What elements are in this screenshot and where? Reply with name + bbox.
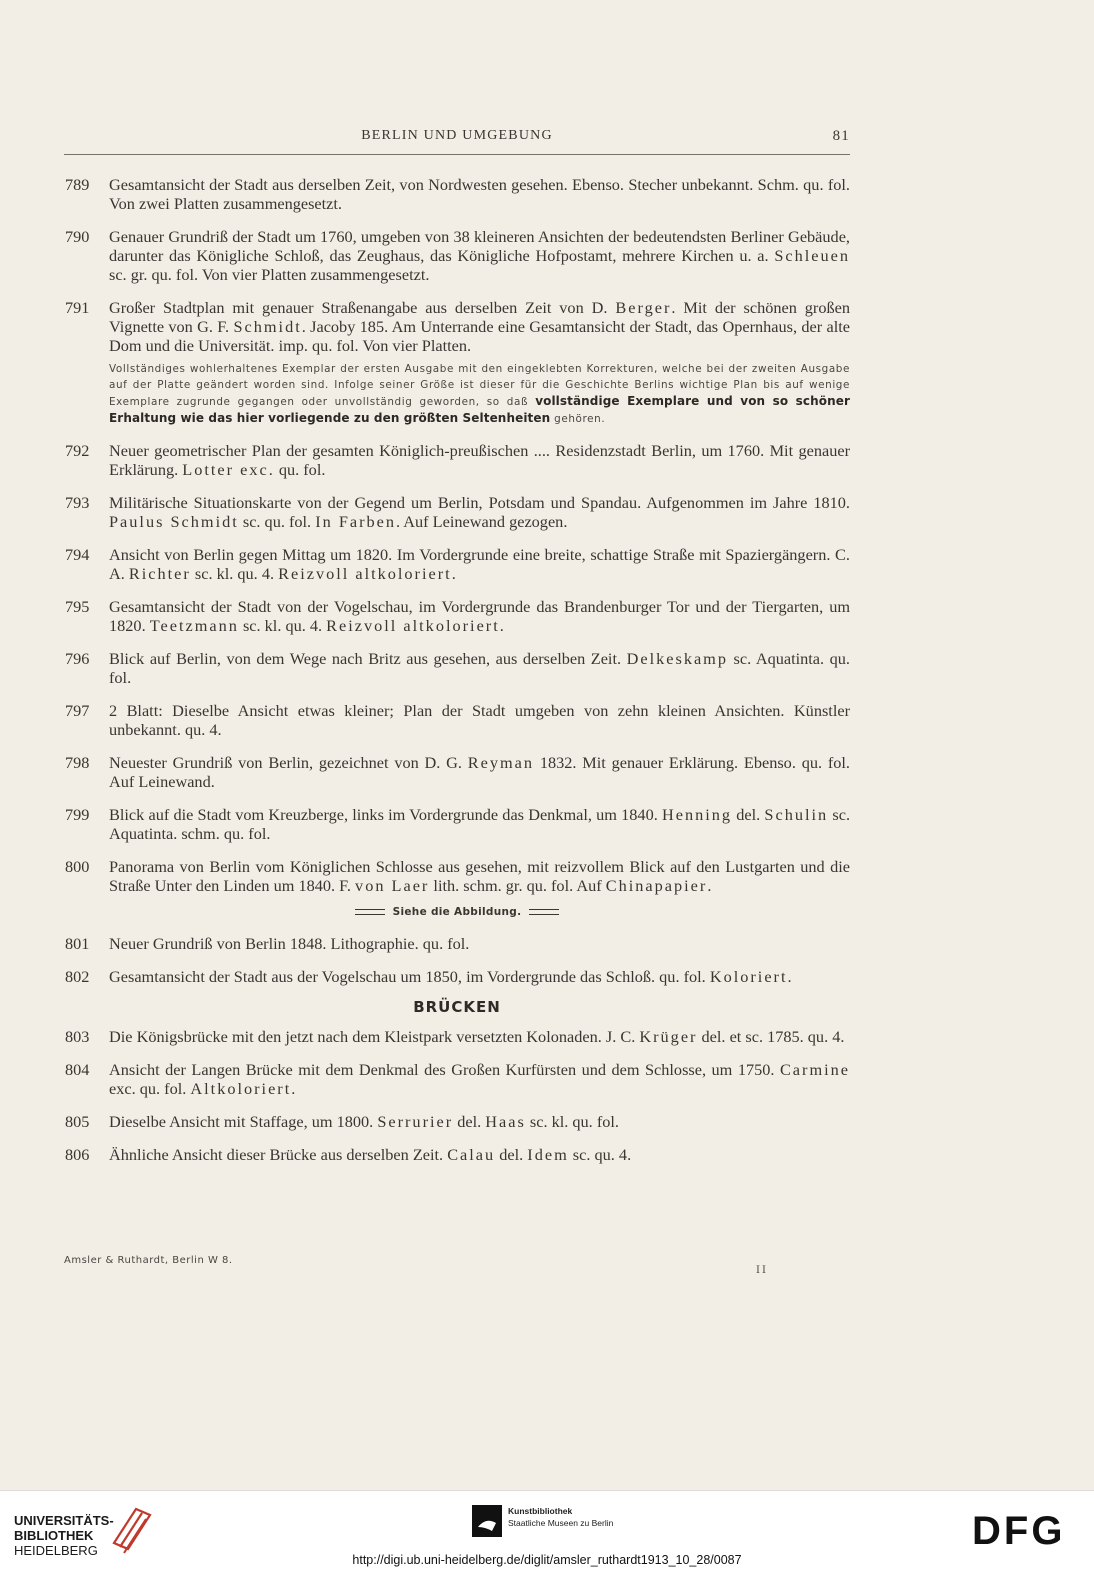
entry-text-part: Gesamtansicht der Stadt aus der Vogelschau um 1850, im Vordergrunde das Schloß. qu. fol. [109, 967, 710, 986]
entry-number: 796 [65, 649, 90, 668]
entry-text [109, 175, 850, 213]
entry-number: 789 [65, 175, 90, 194]
entry-artist-spaced: Schmidt [233, 317, 302, 336]
entry-text [109, 857, 850, 895]
entry-text [109, 227, 850, 284]
entry-artist-spaced: Idem [527, 1145, 569, 1164]
entry-artist-spaced: Chinapapier [605, 876, 708, 895]
permalink-url[interactable]: http://digi.ub.uni-heidelberg.de/diglit/amsler_ruthardt1913_10_28/0087 [352, 1553, 742, 1567]
entry-text-part: sc. gr. qu. fol. Von vier Platten zusammengesetzt. [109, 265, 430, 284]
entry-text-part: Militärische Situationskarte von der Gegend um Berlin, Potsdam und Spandau. Aufgenommen im Jahre 1810. [109, 493, 850, 512]
entry-artist-spaced: Koloriert [709, 967, 788, 986]
entry-text [109, 298, 850, 355]
entry-text-part: del. [495, 1145, 528, 1164]
entry-text-part: lith. schm. gr. qu. fol. Auf [429, 876, 606, 895]
catalog-entry [64, 701, 850, 739]
catalog-entry [64, 857, 850, 895]
entry-text-part: . [499, 616, 504, 635]
entry-text-part: . Mit der schönen großen Vignette von G. F. [109, 298, 850, 336]
entry-artist-spaced: Lotter exc. [182, 460, 275, 479]
entry-text [109, 441, 850, 479]
catalog-entry [64, 934, 850, 953]
entry-text-part: Dieselbe Ansicht mit Staffage, um 1800. [109, 1112, 378, 1131]
entry-artist-spaced: Paulus Schmidt [109, 512, 239, 531]
entry-artist-spaced: Berger [615, 298, 672, 317]
catalog-entry [64, 545, 850, 583]
entry-artist-spaced: Teetzmann [149, 616, 239, 635]
see-figure-notice [64, 903, 850, 922]
header-rule [64, 154, 850, 155]
catalog-entry [64, 1145, 850, 1164]
entry-number: 805 [65, 1112, 90, 1131]
see-figure-text: Siehe die Abbildung. [392, 906, 522, 918]
entry-artist-spaced: Krüger [639, 1027, 698, 1046]
entry-number: 804 [65, 1060, 90, 1079]
entry-text [109, 545, 850, 583]
entry-number: 803 [65, 1027, 90, 1046]
entry-text-part: Ähnliche Ansicht dieser Brücke aus derselben Zeit. [109, 1145, 448, 1164]
catalog-entry [64, 175, 850, 213]
kunstbibliothek-logo-icon [472, 1505, 502, 1537]
entry-text-part: Panorama von Berlin vom Königlichen Schlosse aus gesehen, mit reizvollem Blick auf den Lustgarten und die Straße Unter den Linden um 1840. F. [109, 857, 850, 895]
library-line-1: UNIVERSITÄTS- [14, 1513, 114, 1528]
entry-text-part: sc. Aquatinta. schm. qu. fol. [109, 805, 851, 843]
entry-artist-spaced: Richter [128, 564, 191, 583]
note-tail: gehören. [550, 413, 606, 425]
section-heading: BRÜCKEN [413, 998, 501, 1016]
entry-text-part: . [787, 967, 792, 986]
note-emphasis: vollständige Exemplare und von so schöner Erhaltung wie das hier vorliegende zu den größten Seltenheiten [109, 394, 850, 425]
entry-number: 792 [65, 441, 90, 460]
entry-text-part: . [451, 564, 456, 583]
entry-artist-spaced: Serrurier [377, 1112, 454, 1131]
entry-text [109, 1112, 850, 1131]
ornament-bar [529, 909, 559, 915]
catalog-entry [64, 1060, 850, 1098]
catalog-entry [64, 493, 850, 531]
entry-number: 802 [65, 967, 90, 986]
entry-text-part: Großer Stadtplan mit genauer Straßenangabe aus derselben Zeit von D. [109, 298, 616, 317]
catalog-entry [64, 298, 850, 427]
entry-artist-spaced: Delkeskamp [626, 649, 728, 668]
note-text: Vollständiges wohlerhaltenes Exemplar der ersten Ausgabe mit den eingeklebten Korrekturen, welche bei der zweiten Ausgabe auf der Platte geändert worden sind. Infolge seiner Größe ist dieser für die Geschichte Berlins wichtige Plan bis auf wenige Exemplare zugrunde gegangen oder unvollständig geworden, so daß [109, 363, 850, 408]
entry-artist-spaced: Schulin [764, 805, 829, 824]
entry-text [109, 649, 850, 687]
dfg-logo: DFG [972, 1509, 1066, 1553]
entry-text-part: sc. qu. 4. [568, 1145, 632, 1164]
entry-text-part: Die Königsbrücke mit den jetzt nach dem Kleistpark versetzten Kolonaden. J. C. [109, 1027, 640, 1046]
entry-text-part: qu. fol. [274, 460, 326, 479]
signature-mark: II [756, 1265, 768, 1276]
entry-text-part: Blick auf die Stadt vom Kreuzberge, links im Vordergrunde das Denkmal, um 1840. [109, 805, 662, 824]
catalog-entry [64, 227, 850, 284]
entry-text-part: . Auf Leinewand gezogen. [396, 512, 568, 531]
catalog-entry [64, 1112, 850, 1131]
entry-text [109, 1145, 850, 1164]
entry-text-part: sc. qu. fol. [238, 512, 316, 531]
entry-artist-spaced: Reizvoll altkoloriert [278, 564, 452, 583]
entry-text-part: sc. kl. qu. fol. [525, 1112, 619, 1131]
entry-text-part: Neuester Grundriß von Berlin, gezeichnet von D. G. [109, 753, 468, 772]
entry-text-part: 2 Blatt: Dieselbe Ansicht etwas kleiner; Plan der Stadt umgeben von zehn kleinen Ansichten. Künstler unbekannt. qu. 4. [109, 701, 850, 739]
entry-text-part: del. [453, 1112, 486, 1131]
entry-text-part: del. et sc. 1785. qu. 4. [697, 1027, 845, 1046]
entry-number: 797 [65, 701, 90, 720]
entry-artist-spaced: Calau [447, 1145, 496, 1164]
catalog-entry [64, 649, 850, 687]
entry-text-part: . Jacoby 185. Am Unterrande eine Gesamtansicht der Stadt, das Opernhaus, der alte Dom und die Universität. imp. qu. fol. Von vier Platten. [109, 317, 851, 355]
entry-text-part: Genauer Grundriß der Stadt um 1760, umgeben von 38 kleineren Ansichten der bedeutendsten Berliner Gebäude, darunter das Königliche Schloß, das Zeughaus, das Königliche Hofpostamt, mehrere Kirchen u. a. [109, 227, 850, 265]
entry-number: 794 [65, 545, 90, 564]
library-line-2: BIBLIOTHEK [14, 1528, 94, 1543]
catalog-entry [64, 441, 850, 479]
ub-heidelberg-logo-icon [110, 1503, 154, 1559]
entry-text-part: . [707, 876, 712, 895]
entry-text [109, 1027, 850, 1046]
running-header [64, 128, 850, 150]
catalog-entry [64, 805, 850, 843]
entry-text-part: 1832. Mit genauer Erklärung. Ebenso. qu. fol. Auf Leinewand. [109, 753, 850, 791]
entry-artist-spaced: von Laer [355, 876, 430, 895]
entry-text-part: exc. qu. fol. [109, 1079, 191, 1098]
entry-artist-spaced: Henning [661, 805, 733, 824]
entry-artist-spaced: Schleuen [774, 246, 850, 265]
entry-number: 798 [65, 753, 90, 772]
catalog-entry [64, 753, 850, 791]
entry-artist-spaced: Altkoloriert [190, 1079, 292, 1098]
publisher-imprint: Amsler & Ruthardt, Berlin W 8. [64, 1255, 233, 1266]
entry-text [109, 493, 850, 531]
entry-number: 800 [65, 857, 90, 876]
viewer-footer [0, 1490, 1094, 1571]
entry-artist-spaced: Carmine [779, 1060, 850, 1079]
kb-line-2: Staatliche Museen zu Berlin [508, 1518, 614, 1528]
entry-artist-spaced: In Farben [315, 512, 397, 531]
entry-text [109, 967, 850, 986]
entry-text [109, 1060, 850, 1098]
entry-number: 801 [65, 934, 90, 953]
entry-number: 795 [65, 597, 90, 616]
entry-number: 791 [65, 298, 90, 317]
catalog-entry [64, 1027, 850, 1046]
entry-text-part: Neuer Grundriß von Berlin 1848. Lithographie. qu. fol. [109, 934, 470, 953]
entry-artist-spaced: Reyman [467, 753, 535, 772]
entry-text-part: sc. kl. qu. 4. [238, 616, 327, 635]
entry-text-part: Blick auf Berlin, von dem Wege nach Britz aus gesehen, aus derselben Zeit. [109, 649, 627, 668]
entry-artist-spaced: Haas [485, 1112, 526, 1131]
entry-text-part: sc. Aquatinta. qu. fol. [109, 649, 850, 687]
ornament-bar [355, 909, 385, 915]
entry-note [109, 361, 850, 427]
kunstbibliothek-logo-text [508, 1505, 613, 1529]
entry-number: 799 [65, 805, 90, 824]
entry-number: 806 [65, 1145, 90, 1164]
library-line-3: HEIDELBERG [14, 1543, 98, 1558]
entry-number: 793 [65, 493, 90, 512]
entry-text [109, 701, 850, 739]
catalog-entries [64, 175, 850, 1178]
catalog-entry [64, 967, 850, 986]
entry-text [109, 597, 850, 635]
page-number: 81 [832, 128, 850, 144]
entry-number: 790 [65, 227, 90, 246]
catalog-entry [64, 597, 850, 635]
entry-text-part: Neuer geometrischer Plan der gesamten Königlich-preußischen .... Residenzstadt Berlin, um 1760. Mit genauer Erklärung. [109, 441, 850, 479]
entry-text-part: Ansicht der Langen Brücke mit dem Denkmal des Großen Kurfürsten und dem Schlosse, um 1750. [109, 1060, 780, 1079]
entry-text-part: sc. kl. qu. 4. [190, 564, 279, 583]
entry-text-part: Gesamtansicht der Stadt aus derselben Zeit, von Nordwesten gesehen. Ebenso. Stecher unbekannt. Schm. qu. fol. Von zwei Platten zusammengesetzt. [109, 175, 850, 213]
header-title: BERLIN UND UMGEBUNG [361, 128, 553, 143]
entry-text [109, 753, 850, 791]
entry-text [109, 805, 850, 843]
entry-text [109, 934, 850, 953]
ub-heidelberg-logo-text[interactable] [14, 1513, 114, 1558]
entry-text-part: Gesamtansicht der Stadt von der Vogelschau, im Vordergrunde das Brandenburger Tor und der Tiergarten, um 1820. [109, 597, 850, 635]
entry-text-part: del. [732, 805, 765, 824]
kb-line-1: Kunstbibliothek [508, 1506, 573, 1516]
entry-artist-spaced: Reizvoll altkoloriert [326, 616, 500, 635]
entry-text-part: . [291, 1079, 296, 1098]
entry-text-part: Ansicht von Berlin gegen Mittag um 1820. Im Vordergrunde eine breite, schattige Straße mit Spaziergängern. C. A. [109, 545, 850, 583]
